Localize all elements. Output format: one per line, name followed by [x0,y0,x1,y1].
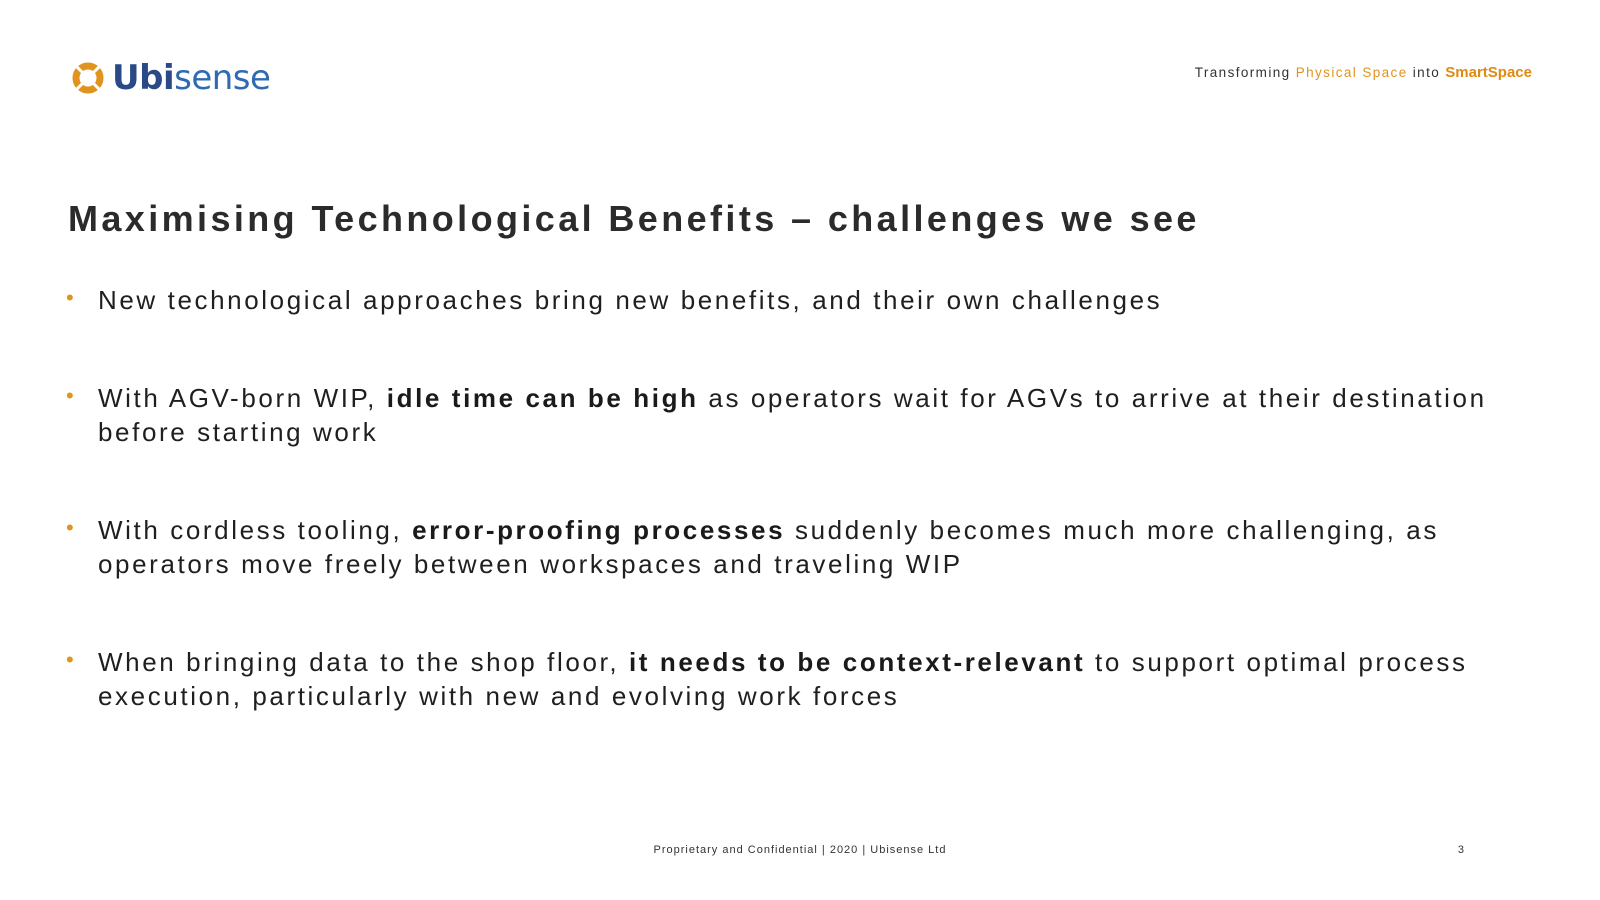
tagline-part-1: Transforming [1194,65,1296,80]
logo-wordmark [112,58,270,98]
bullet-emphasis: error-proofing processes [412,515,786,545]
bullet-item [66,381,1506,449]
bullet-text-after: suddenly becomes much more challenging, as operators move freely between workspaces and traveling WIP [98,515,1439,579]
bullet-text-after: as operators wait for AGVs to arrive at their destination before starting work [98,383,1487,447]
bullet-text: New technological approaches bring new benefits, and their own challenges [98,285,1163,315]
bullet-dot-icon: • [66,647,77,672]
logo-wordmark-sense: sense [174,58,271,98]
slide-title: Maximising Technological Benefits – challenges we see [68,198,1200,239]
ubisense-logo-icon [70,60,106,96]
tagline-part-3: into [1407,65,1446,80]
bullet-emphasis: it needs to be context-relevant [628,647,1086,677]
bullet-dot-icon: • [66,285,77,310]
logo-wordmark-ubi: Ubi [112,58,175,98]
page-number: 3 [1457,844,1464,856]
bullet-emphasis: idle time can be high [386,383,699,413]
bullet-text: With AGV-born WIP, [98,383,387,413]
ubisense-logo [70,58,270,98]
bullet-dot-icon: • [66,515,77,540]
bullet-item [66,645,1506,713]
tagline-part-2: Physical Space [1295,65,1408,80]
bullet-dot-icon: • [66,383,77,408]
bullet-text: With cordless tooling, [98,515,413,545]
bullet-item [66,283,1506,317]
bullet-item [66,513,1506,581]
header-tagline [1195,64,1532,81]
bullet-text: When bringing data to the shop floor, [98,647,629,677]
bullet-list [66,283,1506,713]
footer-text: Proprietary and Confidential | 2020 | Ubisense Ltd [653,844,947,856]
bullet-text-after: to support optimal process execution, particularly with new and evolving work forces [98,647,1468,711]
tagline-brand: SmartSpace [1445,64,1532,81]
